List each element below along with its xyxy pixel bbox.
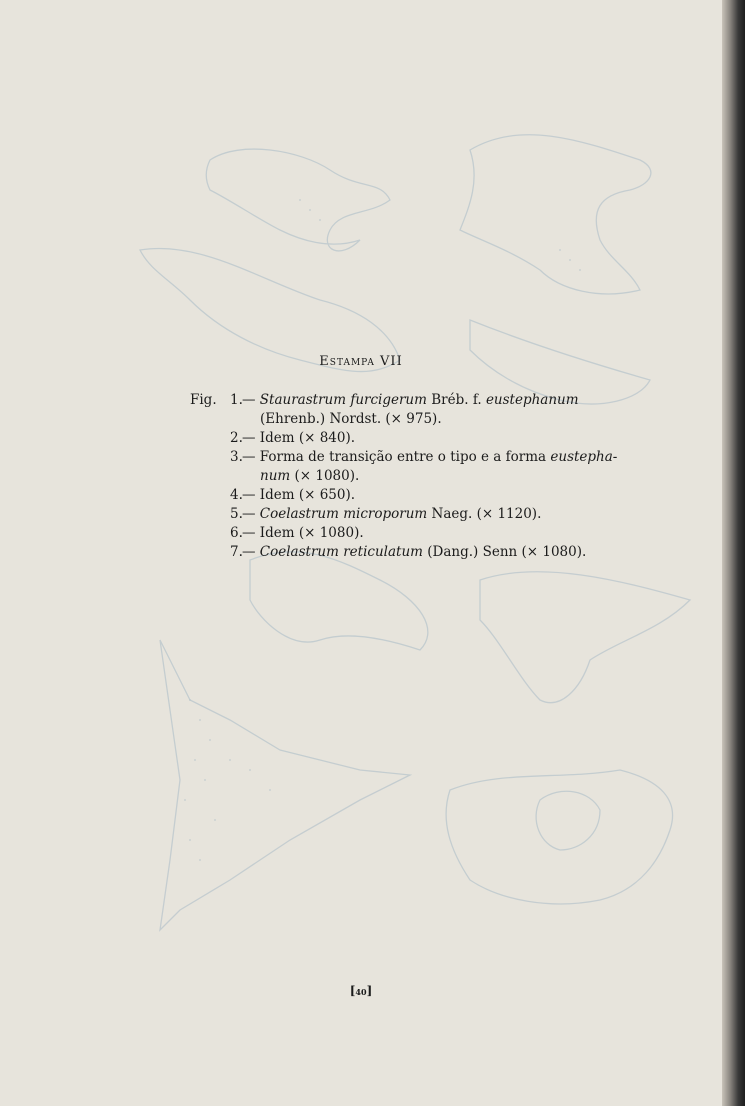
entry-text: — Idem (× 840). [242,430,356,446]
book-edge [722,0,745,1106]
entry-text: — Idem (× 1080). [242,525,364,541]
entry-text: — Idem (× 650). [242,487,356,503]
fig-prefix: Fig. [190,392,217,408]
entry-text: num (× 1080). [260,468,360,484]
entry-text: — Coelastrum reticulatum (Dang.) Senn (× 1080). [242,544,587,560]
page-number: [40] [349,984,373,998]
entry-number: 7. [230,544,243,560]
entry-number: 1. [230,392,243,408]
entry-text: — Staurastrum furcigerum Bréb. f. eustephanum [242,392,579,408]
plate-title: Estampa VII [319,354,403,369]
entry-text: — Forma de transição entre o tipo e a forma eustepha- [242,449,618,465]
entry-number: 3. [230,449,243,465]
entry-text: (Ehrenb.) Nordst. (× 975). [260,411,442,427]
entry-number: 2. [230,430,243,446]
entry-number: 5. [230,506,243,522]
entry-number: 4. [230,487,243,503]
entry-number: 6. [230,525,243,541]
entry-text: — Coelastrum microporum Naeg. (× 1120). [242,506,542,522]
